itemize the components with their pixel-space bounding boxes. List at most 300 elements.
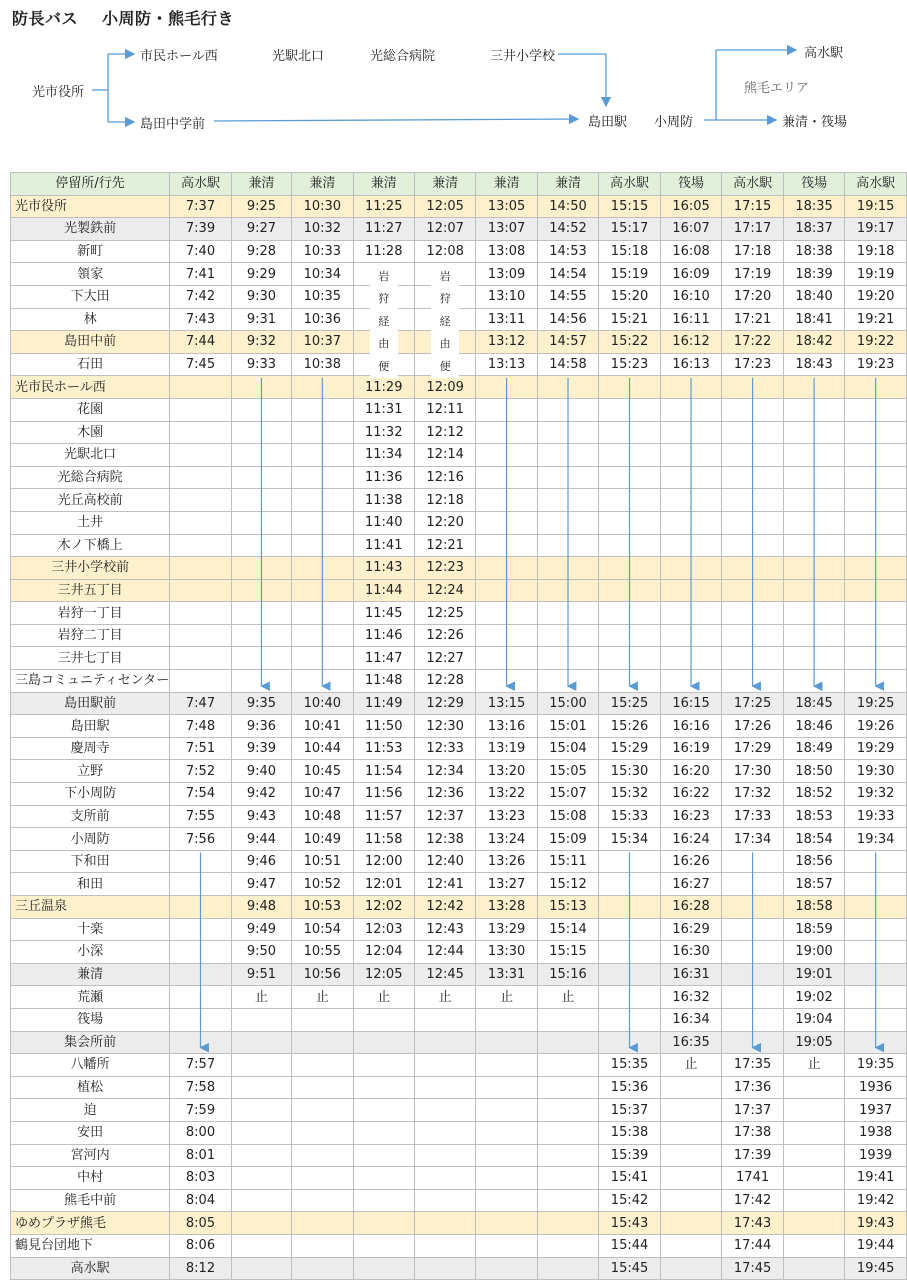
table-row — [11, 896, 907, 919]
time-cell — [414, 1008, 475, 1031]
time-cell — [845, 557, 907, 580]
time-cell — [476, 511, 537, 534]
table-row — [11, 647, 907, 670]
time-cell — [845, 670, 907, 693]
time-cell — [845, 466, 907, 489]
time-cell: 15:23 — [599, 353, 661, 376]
time-cell: 17:39 — [722, 1144, 784, 1167]
time-cell: 19:21 — [845, 308, 907, 331]
time-cell: 10:37 — [292, 331, 353, 354]
time-cell: 15:17 — [599, 218, 661, 241]
time-cell — [845, 873, 907, 896]
time-cell: 15:33 — [599, 805, 661, 828]
via-note-char: 岩 — [378, 269, 390, 283]
time-cell — [537, 624, 598, 647]
time-cell: 16:16 — [660, 715, 721, 738]
time-cell: 11:44 — [353, 579, 414, 602]
time-cell: 12:18 — [414, 489, 475, 512]
time-cell — [537, 444, 598, 467]
time-cell: 10:36 — [292, 308, 353, 331]
stop-name: 支所前 — [11, 805, 170, 828]
time-cell — [170, 398, 232, 421]
time-cell — [476, 1031, 537, 1054]
time-cell — [722, 534, 784, 557]
time-cell: 11:36 — [353, 466, 414, 489]
time-cell: 14:58 — [537, 353, 598, 376]
time-cell — [845, 602, 907, 625]
via-note-char: 岩 — [439, 269, 451, 283]
time-cell — [353, 1031, 414, 1054]
time-cell — [660, 579, 721, 602]
time-cell — [722, 896, 784, 919]
time-cell: 15:35 — [599, 1054, 661, 1077]
time-cell — [414, 1167, 475, 1190]
time-cell: 15:04 — [537, 737, 598, 760]
time-cell: 12:08 — [414, 240, 475, 263]
time-cell — [599, 647, 661, 670]
time-cell: 12:12 — [414, 421, 475, 444]
time-cell — [231, 534, 291, 557]
time-cell — [537, 376, 598, 399]
time-cell: 12:24 — [414, 579, 475, 602]
time-cell: 17:37 — [722, 1099, 784, 1122]
time-cell — [845, 918, 907, 941]
time-cell — [845, 624, 907, 647]
stop-name: 集会所前 — [11, 1031, 170, 1054]
time-cell: 17:35 — [722, 1054, 784, 1077]
time-cell: 17:33 — [722, 805, 784, 828]
time-cell: 17:18 — [722, 240, 784, 263]
time-cell: 16:35 — [660, 1031, 721, 1054]
time-cell: 18:59 — [783, 918, 844, 941]
time-cell: 9:39 — [231, 737, 291, 760]
header-destination: 高水駅 — [599, 173, 661, 196]
time-cell — [845, 489, 907, 512]
time-cell — [353, 1212, 414, 1235]
time-cell — [170, 670, 232, 693]
time-cell — [845, 444, 907, 467]
time-cell — [783, 1257, 844, 1280]
via-note-char: 狩 — [439, 292, 451, 306]
header-destination: 兼清 — [353, 173, 414, 196]
time-cell — [783, 1189, 844, 1212]
time-cell: 15:29 — [599, 737, 661, 760]
time-cell: 15:16 — [537, 963, 598, 986]
time-cell: 12:14 — [414, 444, 475, 467]
time-cell — [292, 670, 353, 693]
time-cell: 10:49 — [292, 828, 353, 851]
time-cell: 12:45 — [414, 963, 475, 986]
time-cell — [537, 1121, 598, 1144]
time-cell: 12:34 — [414, 760, 475, 783]
time-cell — [414, 1234, 475, 1257]
time-cell — [599, 1031, 661, 1054]
time-cell: 7:52 — [170, 760, 232, 783]
time-cell: 18:37 — [783, 218, 844, 241]
time-cell: 9:33 — [231, 353, 291, 376]
time-cell: 11:32 — [353, 421, 414, 444]
time-cell: 16:20 — [660, 760, 721, 783]
time-cell: 7:44 — [170, 331, 232, 354]
time-cell: 15:38 — [599, 1121, 661, 1144]
time-cell — [231, 624, 291, 647]
table-row — [11, 1099, 907, 1122]
table-row — [11, 579, 907, 602]
time-cell: 8:03 — [170, 1167, 232, 1190]
time-cell: 16:22 — [660, 783, 721, 806]
time-cell: 18:38 — [783, 240, 844, 263]
time-cell — [170, 896, 232, 919]
time-cell: 9:44 — [231, 828, 291, 851]
time-cell: 15:44 — [599, 1234, 661, 1257]
table-row — [11, 737, 907, 760]
time-cell: 15:13 — [537, 896, 598, 919]
time-cell: 1936 — [845, 1076, 907, 1099]
time-cell — [660, 466, 721, 489]
table-row — [11, 1054, 907, 1077]
time-cell — [292, 624, 353, 647]
time-cell: 15:37 — [599, 1099, 661, 1122]
time-cell: 9:32 — [231, 331, 291, 354]
time-cell: 11:53 — [353, 737, 414, 760]
time-cell — [476, 1234, 537, 1257]
time-cell: 止 — [537, 986, 598, 1009]
time-cell: 18:56 — [783, 850, 844, 873]
time-cell: 止 — [660, 1054, 721, 1077]
time-cell — [231, 1167, 291, 1190]
time-cell: 13:15 — [476, 692, 537, 715]
time-cell — [292, 1054, 353, 1077]
time-cell: 15:42 — [599, 1189, 661, 1212]
header-row — [11, 173, 907, 196]
time-cell — [660, 1144, 721, 1167]
stop-name: 三井七丁目 — [11, 647, 170, 670]
time-cell — [476, 398, 537, 421]
company-name: 防長バス — [12, 9, 79, 28]
time-cell — [537, 1054, 598, 1077]
time-cell — [537, 1031, 598, 1054]
time-cell: 12:27 — [414, 647, 475, 670]
time-cell — [783, 1099, 844, 1122]
table-row — [11, 624, 907, 647]
time-cell: 11:34 — [353, 444, 414, 467]
time-cell: 11:31 — [353, 398, 414, 421]
time-cell: 19:25 — [845, 692, 907, 715]
table-row — [11, 398, 907, 421]
time-cell: 7:56 — [170, 828, 232, 851]
time-cell: 16:09 — [660, 263, 721, 286]
time-cell: 19:04 — [783, 1008, 844, 1031]
time-cell: 7:37 — [170, 195, 232, 218]
time-cell: 12:03 — [353, 918, 414, 941]
time-cell — [537, 557, 598, 580]
time-cell: 15:11 — [537, 850, 598, 873]
time-cell: 15:01 — [537, 715, 598, 738]
time-cell: 1939 — [845, 1144, 907, 1167]
time-cell: 17:42 — [722, 1189, 784, 1212]
table-row — [11, 828, 907, 851]
stop-name: 光丘高校前 — [11, 489, 170, 512]
time-cell: 8:01 — [170, 1144, 232, 1167]
time-cell: 8:12 — [170, 1257, 232, 1280]
time-cell: 15:18 — [599, 240, 661, 263]
time-cell: 8:06 — [170, 1234, 232, 1257]
time-cell: 8:00 — [170, 1121, 232, 1144]
time-cell — [783, 511, 844, 534]
table-row — [11, 783, 907, 806]
time-cell: 止 — [476, 986, 537, 1009]
time-cell — [170, 557, 232, 580]
time-cell: 13:11 — [476, 308, 537, 331]
stop-name: 岩狩一丁目 — [11, 602, 170, 625]
table-row — [11, 1167, 907, 1190]
time-cell — [292, 444, 353, 467]
map-origin: 光市役所 — [32, 85, 85, 100]
time-cell — [599, 941, 661, 964]
time-cell: 1937 — [845, 1099, 907, 1122]
time-cell: 12:11 — [414, 398, 475, 421]
time-cell — [845, 986, 907, 1009]
time-cell — [599, 444, 661, 467]
time-cell — [537, 489, 598, 512]
time-cell — [660, 534, 721, 557]
time-cell — [845, 647, 907, 670]
time-cell: 16:27 — [660, 873, 721, 896]
time-cell — [414, 1212, 475, 1235]
time-cell: 15:14 — [537, 918, 598, 941]
time-cell: 12:16 — [414, 466, 475, 489]
time-cell — [414, 1054, 475, 1077]
time-cell: 18:45 — [783, 692, 844, 715]
time-cell: 9:48 — [231, 896, 291, 919]
header-destination: 高水駅 — [845, 173, 907, 196]
time-cell: 15:32 — [599, 783, 661, 806]
time-cell — [353, 1189, 414, 1212]
time-cell — [783, 579, 844, 602]
time-cell: 19:20 — [845, 285, 907, 308]
stop-name: 下和田 — [11, 850, 170, 873]
time-cell — [845, 398, 907, 421]
stop-name: 高水駅 — [11, 1257, 170, 1280]
stop-name: 新町 — [11, 240, 170, 263]
time-cell — [292, 421, 353, 444]
time-cell — [722, 444, 784, 467]
time-cell: 11:54 — [353, 760, 414, 783]
time-cell: 12:02 — [353, 896, 414, 919]
time-cell: 11:49 — [353, 692, 414, 715]
time-cell — [599, 511, 661, 534]
time-cell: 12:43 — [414, 918, 475, 941]
time-cell — [231, 1121, 291, 1144]
time-cell: 16:12 — [660, 331, 721, 354]
time-cell — [414, 1076, 475, 1099]
table-row — [11, 557, 907, 580]
time-cell: 15:39 — [599, 1144, 661, 1167]
time-cell — [660, 489, 721, 512]
stop-name: 下小周防 — [11, 783, 170, 806]
time-cell — [537, 1189, 598, 1212]
time-cell: 10:40 — [292, 692, 353, 715]
stop-name: 土井 — [11, 511, 170, 534]
time-cell: 10:47 — [292, 783, 353, 806]
time-cell — [537, 466, 598, 489]
time-cell — [783, 444, 844, 467]
time-cell — [783, 647, 844, 670]
stop-name: 植松 — [11, 1076, 170, 1099]
time-cell: 10:54 — [292, 918, 353, 941]
time-cell — [845, 579, 907, 602]
time-cell — [170, 873, 232, 896]
time-cell — [537, 1167, 598, 1190]
stop-name: 光総合病院 — [11, 466, 170, 489]
time-cell — [170, 1031, 232, 1054]
time-cell — [292, 557, 353, 580]
time-cell — [845, 511, 907, 534]
time-cell: 止 — [414, 986, 475, 1009]
time-cell: 12:33 — [414, 737, 475, 760]
time-cell: 7:43 — [170, 308, 232, 331]
time-cell: 17:19 — [722, 263, 784, 286]
via-note-char: 由 — [378, 337, 390, 351]
time-cell — [353, 1099, 414, 1122]
time-cell: 12:36 — [414, 783, 475, 806]
time-cell — [292, 511, 353, 534]
time-cell — [537, 647, 598, 670]
time-cell — [231, 1054, 291, 1077]
time-cell — [231, 444, 291, 467]
time-cell — [476, 602, 537, 625]
time-cell — [170, 941, 232, 964]
time-cell: 15:22 — [599, 331, 661, 354]
time-cell: 19:05 — [783, 1031, 844, 1054]
time-cell — [660, 421, 721, 444]
time-cell — [414, 1121, 475, 1144]
time-cell: 7:41 — [170, 263, 232, 286]
table-row — [11, 1234, 907, 1257]
map-stop-kosuo: 小周防 — [654, 115, 694, 130]
time-cell: 11:43 — [353, 557, 414, 580]
time-cell: 16:34 — [660, 1008, 721, 1031]
time-cell: 12:20 — [414, 511, 475, 534]
time-cell — [476, 1212, 537, 1235]
time-cell: 12:21 — [414, 534, 475, 557]
time-cell — [476, 557, 537, 580]
time-cell: 13:27 — [476, 873, 537, 896]
time-cell: 14:52 — [537, 218, 598, 241]
time-cell — [292, 602, 353, 625]
time-cell: 10:51 — [292, 850, 353, 873]
time-cell — [783, 670, 844, 693]
time-cell: 10:56 — [292, 963, 353, 986]
time-cell: 19:35 — [845, 1054, 907, 1077]
time-cell: 13:23 — [476, 805, 537, 828]
time-cell — [845, 850, 907, 873]
time-cell: 17:32 — [722, 783, 784, 806]
time-cell: 12:25 — [414, 602, 475, 625]
time-cell: 15:15 — [599, 195, 661, 218]
header-destination: 兼清 — [231, 173, 291, 196]
table-row — [11, 1257, 907, 1280]
time-cell: 11:29 — [353, 376, 414, 399]
time-cell: 10:35 — [292, 285, 353, 308]
time-cell — [170, 534, 232, 557]
via-note-char: 便 — [378, 359, 390, 373]
stop-name: 八幡所 — [11, 1054, 170, 1077]
time-cell: 9:43 — [231, 805, 291, 828]
time-cell: 17:30 — [722, 760, 784, 783]
map-dest-kanekiyo: 兼清・筏場 — [782, 115, 848, 130]
table-row — [11, 692, 907, 715]
time-cell — [783, 602, 844, 625]
time-cell — [292, 1099, 353, 1122]
time-cell: 18:49 — [783, 737, 844, 760]
time-cell — [845, 896, 907, 919]
table-row — [11, 850, 907, 873]
time-cell: 9:46 — [231, 850, 291, 873]
time-cell: 9:50 — [231, 941, 291, 964]
time-cell: 19:29 — [845, 737, 907, 760]
time-cell — [660, 1189, 721, 1212]
time-cell: 10:32 — [292, 218, 353, 241]
time-cell: 18:39 — [783, 263, 844, 286]
time-cell: 13:29 — [476, 918, 537, 941]
time-cell: 15:05 — [537, 760, 598, 783]
via-note-char: 便 — [439, 359, 451, 373]
time-cell: 12:05 — [414, 195, 475, 218]
time-cell: 12:30 — [414, 715, 475, 738]
time-cell: 9:28 — [231, 240, 291, 263]
time-cell: 9:40 — [231, 760, 291, 783]
time-cell: 11:28 — [353, 240, 414, 263]
time-cell — [170, 602, 232, 625]
time-cell — [231, 579, 291, 602]
time-cell: 10:44 — [292, 737, 353, 760]
table-row — [11, 805, 907, 828]
header-destination: 高水駅 — [722, 173, 784, 196]
time-cell: 止 — [353, 986, 414, 1009]
time-cell — [476, 376, 537, 399]
time-cell: 19:44 — [845, 1234, 907, 1257]
time-cell — [783, 1167, 844, 1190]
time-cell: 14:53 — [537, 240, 598, 263]
time-cell: 16:31 — [660, 963, 721, 986]
table-row — [11, 715, 907, 738]
time-cell: 15:25 — [599, 692, 661, 715]
stop-name: 三井小学校前 — [11, 557, 170, 580]
time-cell: 11:58 — [353, 828, 414, 851]
time-cell: 13:09 — [476, 263, 537, 286]
via-note-char: 狩 — [378, 292, 390, 306]
time-cell — [231, 1212, 291, 1235]
table-row — [11, 421, 907, 444]
time-cell — [722, 376, 784, 399]
time-cell — [292, 489, 353, 512]
time-cell: 12:07 — [414, 218, 475, 241]
via-note-char: 由 — [439, 337, 451, 351]
time-cell: 14:54 — [537, 263, 598, 286]
time-cell — [292, 376, 353, 399]
time-cell — [783, 466, 844, 489]
time-cell — [599, 421, 661, 444]
time-cell — [170, 850, 232, 873]
time-cell: 11:50 — [353, 715, 414, 738]
time-cell — [722, 963, 784, 986]
time-cell — [170, 421, 232, 444]
time-cell: 7:39 — [170, 218, 232, 241]
time-cell: 18:43 — [783, 353, 844, 376]
time-cell: 8:04 — [170, 1189, 232, 1212]
time-cell: 11:27 — [353, 218, 414, 241]
